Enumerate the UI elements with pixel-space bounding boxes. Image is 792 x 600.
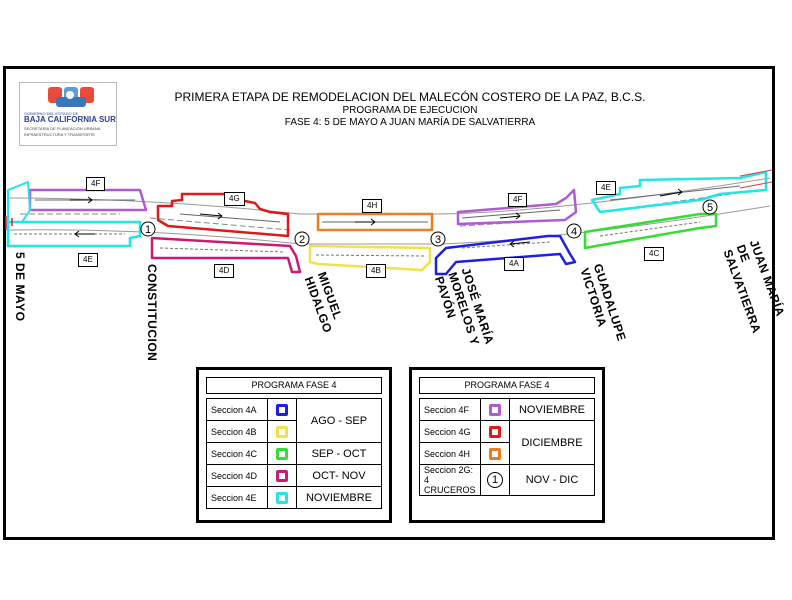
legend-left (196, 367, 392, 523)
section-tag-4h: 4H (362, 199, 382, 213)
logo-line-4: INFRAESTRUCTURA Y TRANSPORTE (24, 132, 96, 137)
legend-right-title: PROGRAMA FASE 4 (419, 377, 595, 394)
street-miguel-hidalgo: MIGUEL HIDALGO (301, 270, 345, 335)
swatch-4b-icon (276, 426, 288, 438)
section-tag-4a: 4A (504, 257, 524, 271)
street-constitucion: CONSTITUCION (145, 264, 159, 362)
legend-period: NOVIEMBRE (297, 487, 382, 509)
section-tag-4g: 4G (224, 192, 245, 206)
legend-row-4a (207, 399, 382, 421)
section-tag-4b: 4B (366, 264, 386, 278)
section-tag-4f-left: 4F (86, 177, 105, 191)
legend-section-label: Seccion 4A (207, 399, 268, 421)
legend-period: NOV - DIC (510, 465, 595, 496)
crossing-section-label: Seccion 2G: (424, 465, 474, 475)
swatch-4h-icon (489, 448, 501, 460)
swatch-4c-icon (276, 448, 288, 460)
section-tag-4e-top: 4E (596, 181, 616, 195)
legend-period: AGO - SEP (297, 399, 382, 443)
crossing-symbol-icon: 1 (487, 472, 503, 488)
swatch-4a-icon (276, 404, 288, 416)
legend-section-label: Seccion 4G (420, 421, 481, 443)
phase-label: FASE 4: 5 DE MAYO A JUAN MARÍA DE SALVATIERRA (284, 117, 536, 128)
section-tag-4e-bottom: 4E (78, 253, 98, 267)
legend-section-label: Seccion 4E (207, 487, 268, 509)
street-juan-maria-de-salvatierra: JUAN MARÍA DE SALVATIERRA (720, 238, 788, 336)
crossing-5-label: 5 (706, 202, 714, 214)
crossing-3-label: 3 (434, 234, 442, 246)
legend-row-4c (207, 443, 382, 465)
legend-left-title: PROGRAMA FASE 4 (206, 377, 382, 394)
legend-right (409, 367, 605, 523)
crossing-2-label: 2 (298, 234, 306, 246)
crossing-count-label: 4 CRUCEROS (424, 475, 476, 495)
legend-period: DICIEMBRE (510, 421, 595, 465)
legend-row-4g (420, 421, 595, 443)
legend-row-cruceros (420, 465, 595, 496)
street-guadalupe-victoria: GUADALUPE VICTORIA (577, 262, 629, 343)
logo-line-2: BAJA CALIFORNIA SUR (24, 115, 116, 124)
crossing-1-label: 1 (144, 224, 152, 236)
legend-left-table (206, 398, 382, 509)
legend-period: SEP - OCT (297, 443, 382, 465)
page-title: PRIMERA ETAPA DE REMODELACION DEL MALECÓN COSTERO DE LA PAZ, B.C.S. (174, 90, 646, 104)
swatch-4d-icon (276, 470, 288, 482)
legend-row-4e (207, 487, 382, 509)
legend-row-4f (420, 399, 595, 421)
legend-section-label: Seccion 4F (420, 399, 481, 421)
section-tag-4f-right: 4F (508, 193, 527, 207)
swatch-4f-icon (489, 404, 501, 416)
logo-line-3: SECRETARÍA DE PLANEACIÓN URBANA (24, 126, 101, 131)
street-5-de-mayo: 5 DE MAYO (13, 252, 27, 322)
section-tag-4c: 4C (644, 247, 664, 261)
street-jose-maria-morelos: JOSÉ MARÍA MORELOS Y PAVÓN (432, 266, 497, 348)
legend-period: OCT- NOV (297, 465, 382, 487)
page-subtitle: PROGRAMA DE EJECUCION (342, 105, 478, 116)
legend-right-table (419, 398, 595, 496)
legend-section-label: Seccion 4B (207, 421, 268, 443)
crossing-4-label: 4 (570, 226, 578, 238)
legend-section-label: Seccion 4D (207, 465, 268, 487)
section-tag-4d: 4D (214, 264, 234, 278)
logo-line-1: GOBIERNO DEL ESTADO DE (24, 111, 79, 116)
swatch-4g-icon (489, 426, 501, 438)
legend-section-label: Seccion 4H (420, 443, 481, 465)
legend-row-4d (207, 465, 382, 487)
legend-period: NOVIEMBRE (510, 399, 595, 421)
legend-section-label: Seccion 4C (207, 443, 268, 465)
swatch-4e-icon (276, 492, 288, 504)
